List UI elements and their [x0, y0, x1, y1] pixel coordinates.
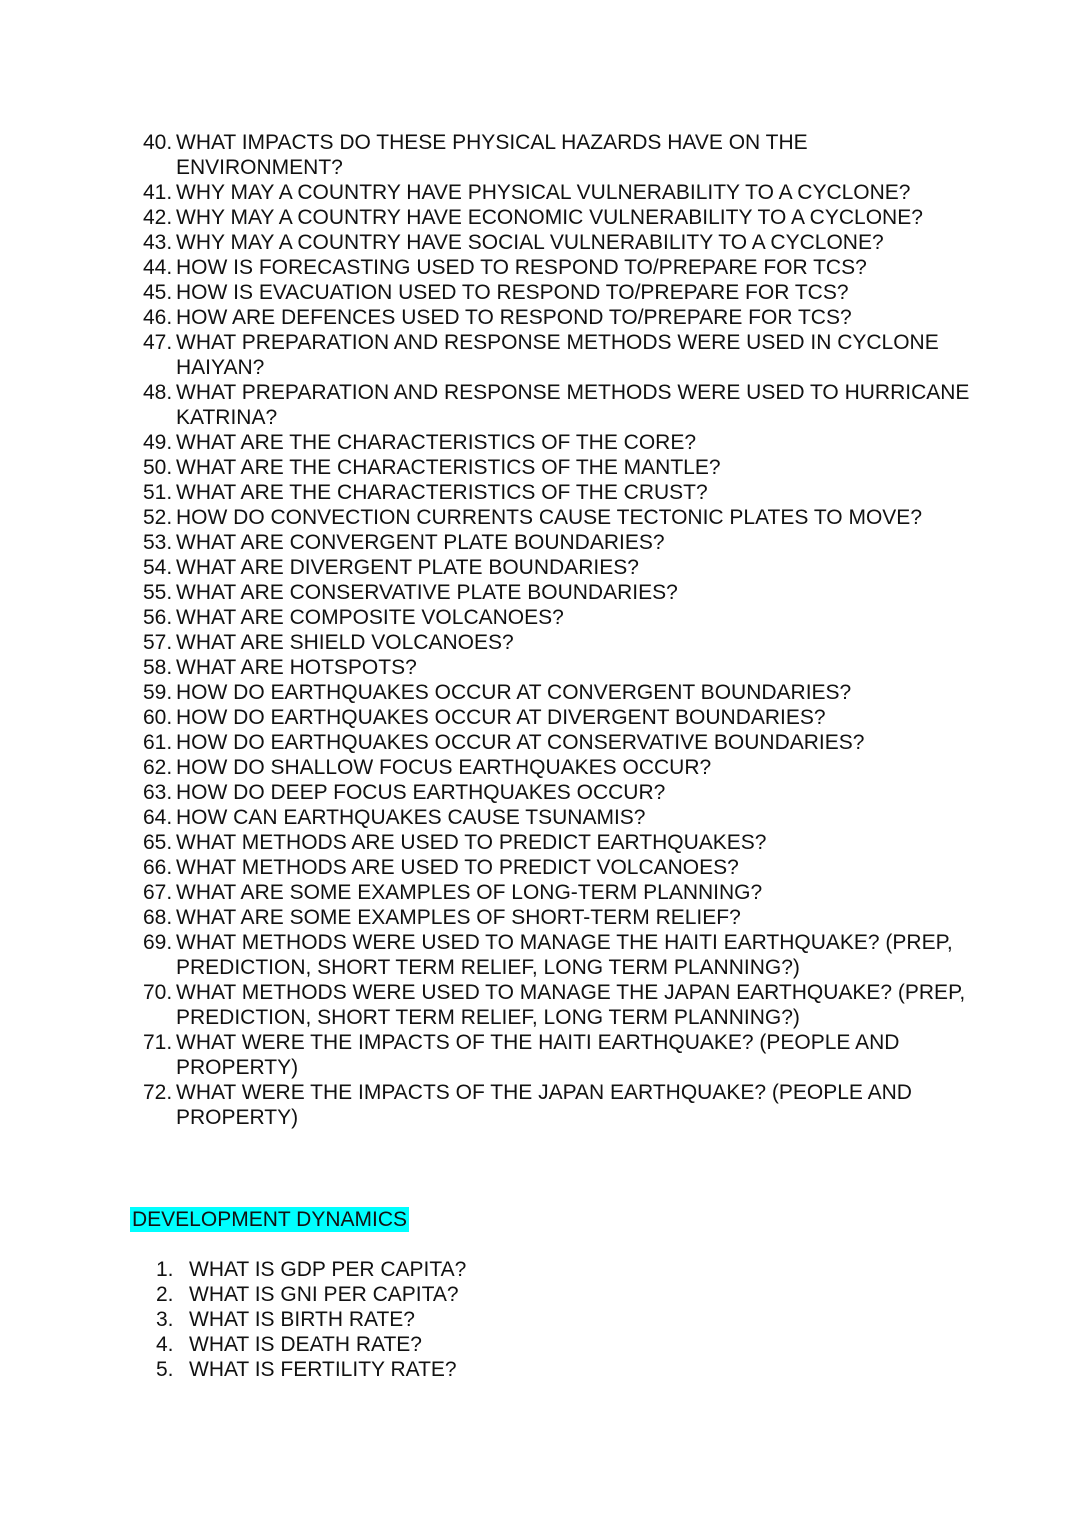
list-item	[143, 455, 973, 480]
item-text: WHAT PREPARATION AND RESPONSE METHODS WERE USED TO HURRICANE KATRINA?	[176, 381, 970, 429]
item-number: 48.	[143, 381, 173, 404]
development-question-list	[156, 1257, 466, 1382]
item-text: WHAT IS FERTILITY RATE?	[189, 1358, 457, 1381]
item-text: HOW ARE DEFENCES USED TO RESPOND TO/PREPARE FOR TCS?	[176, 306, 852, 329]
item-text: WHY MAY A COUNTRY HAVE ECONOMIC VULNERABILITY TO A CYCLONE?	[176, 206, 923, 229]
list-item	[143, 1080, 973, 1130]
item-number: 41.	[143, 181, 173, 204]
item-number: 44.	[143, 256, 173, 279]
item-number: 70.	[143, 981, 173, 1004]
item-number: 50.	[143, 456, 173, 479]
item-number: 68.	[143, 906, 173, 929]
item-number: 63.	[143, 781, 173, 804]
list-item	[156, 1282, 466, 1307]
item-text: WHAT IMPACTS DO THESE PHYSICAL HAZARDS HAVE ON THE ENVIRONMENT?	[176, 131, 808, 179]
item-number: 61.	[143, 731, 173, 754]
item-text: WHAT ARE SHIELD VOLCANOES?	[176, 631, 514, 654]
item-text: WHAT METHODS ARE USED TO PREDICT VOLCANOES?	[176, 856, 739, 879]
item-text: WHAT ARE HOTSPOTS?	[176, 656, 417, 679]
list-item	[143, 855, 973, 880]
item-text: WHAT METHODS WERE USED TO MANAGE THE JAPAN EARTHQUAKE? (PREP, PREDICTION, SHORT TERM RELIEF, LONG TERM PLANNING?)	[176, 981, 966, 1029]
list-item	[143, 880, 973, 905]
list-item	[143, 830, 973, 855]
list-item	[143, 905, 973, 930]
item-text: WHY MAY A COUNTRY HAVE PHYSICAL VULNERABILITY TO A CYCLONE?	[176, 181, 911, 204]
list-item	[143, 330, 973, 380]
item-number: 71.	[143, 1031, 173, 1054]
item-text: WHAT ARE CONVERGENT PLATE BOUNDARIES?	[176, 531, 665, 554]
item-number: 43.	[143, 231, 173, 254]
item-text: WHAT PREPARATION AND RESPONSE METHODS WERE USED IN CYCLONE HAIYAN?	[176, 331, 939, 379]
item-text: WHAT WERE THE IMPACTS OF THE HAITI EARTHQUAKE? (PEOPLE AND PROPERTY)	[176, 1031, 900, 1079]
list-item	[143, 705, 973, 730]
list-item	[143, 205, 973, 230]
item-text: WHAT IS GDP PER CAPITA?	[189, 1258, 467, 1281]
item-text: HOW DO EARTHQUAKES OCCUR AT DIVERGENT BOUNDARIES?	[176, 706, 826, 729]
item-text: WHY MAY A COUNTRY HAVE SOCIAL VULNERABILITY TO A CYCLONE?	[176, 231, 884, 254]
item-text: HOW IS EVACUATION USED TO RESPOND TO/PREPARE FOR TCS?	[176, 281, 849, 304]
item-text: WHAT ARE THE CHARACTERISTICS OF THE CRUST?	[176, 481, 708, 504]
item-number: 5.	[156, 1358, 174, 1381]
item-number: 42.	[143, 206, 173, 229]
item-number: 57.	[143, 631, 173, 654]
item-number: 51.	[143, 481, 173, 504]
item-number: 4.	[156, 1333, 174, 1356]
item-number: 2.	[156, 1283, 174, 1306]
item-number: 56.	[143, 606, 173, 629]
list-item	[156, 1357, 466, 1382]
item-number: 67.	[143, 881, 173, 904]
item-text: HOW DO CONVECTION CURRENTS CAUSE TECTONIC PLATES TO MOVE?	[176, 506, 922, 529]
list-item	[143, 980, 973, 1030]
item-text: WHAT IS DEATH RATE?	[189, 1333, 422, 1356]
list-item	[143, 630, 973, 655]
list-item	[156, 1257, 466, 1282]
item-number: 60.	[143, 706, 173, 729]
item-number: 62.	[143, 756, 173, 779]
list-item	[156, 1332, 466, 1357]
list-item	[143, 130, 973, 180]
item-number: 40.	[143, 131, 173, 154]
item-text: WHAT ARE DIVERGENT PLATE BOUNDARIES?	[176, 556, 639, 579]
hazards-question-list	[143, 130, 973, 1130]
item-text: WHAT IS BIRTH RATE?	[189, 1308, 415, 1331]
item-text: WHAT WERE THE IMPACTS OF THE JAPAN EARTHQUAKE? (PEOPLE AND PROPERTY)	[176, 1081, 912, 1129]
list-item	[143, 1030, 973, 1080]
list-item	[143, 530, 973, 555]
item-number: 65.	[143, 831, 173, 854]
item-text: WHAT IS GNI PER CAPITA?	[189, 1283, 459, 1306]
list-item	[143, 755, 973, 780]
item-text: WHAT ARE SOME EXAMPLES OF LONG-TERM PLANNING?	[176, 881, 763, 904]
item-number: 46.	[143, 306, 173, 329]
list-item	[143, 580, 973, 605]
item-number: 66.	[143, 856, 173, 879]
list-item	[143, 805, 973, 830]
item-text: WHAT ARE SOME EXAMPLES OF SHORT-TERM RELIEF?	[176, 906, 741, 929]
list-item	[143, 230, 973, 255]
item-number: 49.	[143, 431, 173, 454]
item-text: HOW IS FORECASTING USED TO RESPOND TO/PREPARE FOR TCS?	[176, 256, 867, 279]
list-item	[143, 280, 973, 305]
item-number: 58.	[143, 656, 173, 679]
item-number: 59.	[143, 681, 173, 704]
list-item	[143, 730, 973, 755]
list-item	[143, 380, 973, 430]
item-number: 3.	[156, 1308, 174, 1331]
item-number: 55.	[143, 581, 173, 604]
list-item	[143, 780, 973, 805]
item-text: HOW DO SHALLOW FOCUS EARTHQUAKES OCCUR?	[176, 756, 712, 779]
list-item	[143, 930, 973, 980]
item-text: WHAT METHODS ARE USED TO PREDICT EARTHQUAKES?	[176, 831, 767, 854]
list-item	[143, 255, 973, 280]
list-item	[143, 655, 973, 680]
item-number: 53.	[143, 531, 173, 554]
item-number: 72.	[143, 1081, 173, 1104]
item-number: 47.	[143, 331, 173, 354]
section-heading-development-dynamics: DEVELOPMENT DYNAMICS	[132, 1208, 407, 1231]
list-item	[143, 680, 973, 705]
list-item	[143, 180, 973, 205]
list-item	[143, 480, 973, 505]
item-text: HOW DO EARTHQUAKES OCCUR AT CONVERGENT BOUNDARIES?	[176, 681, 852, 704]
list-item	[143, 555, 973, 580]
item-number: 52.	[143, 506, 173, 529]
item-number: 45.	[143, 281, 173, 304]
item-number: 69.	[143, 931, 173, 954]
item-text: WHAT ARE THE CHARACTERISTICS OF THE MANTLE?	[176, 456, 721, 479]
item-text: WHAT ARE CONSERVATIVE PLATE BOUNDARIES?	[176, 581, 678, 604]
list-item	[156, 1307, 466, 1332]
item-number: 54.	[143, 556, 173, 579]
item-number: 1.	[156, 1258, 174, 1281]
item-number: 64.	[143, 806, 173, 829]
item-text: HOW DO DEEP FOCUS EARTHQUAKES OCCUR?	[176, 781, 666, 804]
list-item	[143, 430, 973, 455]
list-item	[143, 605, 973, 630]
item-text: HOW DO EARTHQUAKES OCCUR AT CONSERVATIVE BOUNDARIES?	[176, 731, 865, 754]
list-item	[143, 305, 973, 330]
list-item	[143, 505, 973, 530]
item-text: WHAT ARE COMPOSITE VOLCANOES?	[176, 606, 564, 629]
item-text: WHAT METHODS WERE USED TO MANAGE THE HAITI EARTHQUAKE? (PREP, PREDICTION, SHORT TERM RELIEF, LONG TERM PLANNING?)	[176, 931, 953, 979]
item-text: HOW CAN EARTHQUAKES CAUSE TSUNAMIS?	[176, 806, 646, 829]
item-text: WHAT ARE THE CHARACTERISTICS OF THE CORE?	[176, 431, 697, 454]
